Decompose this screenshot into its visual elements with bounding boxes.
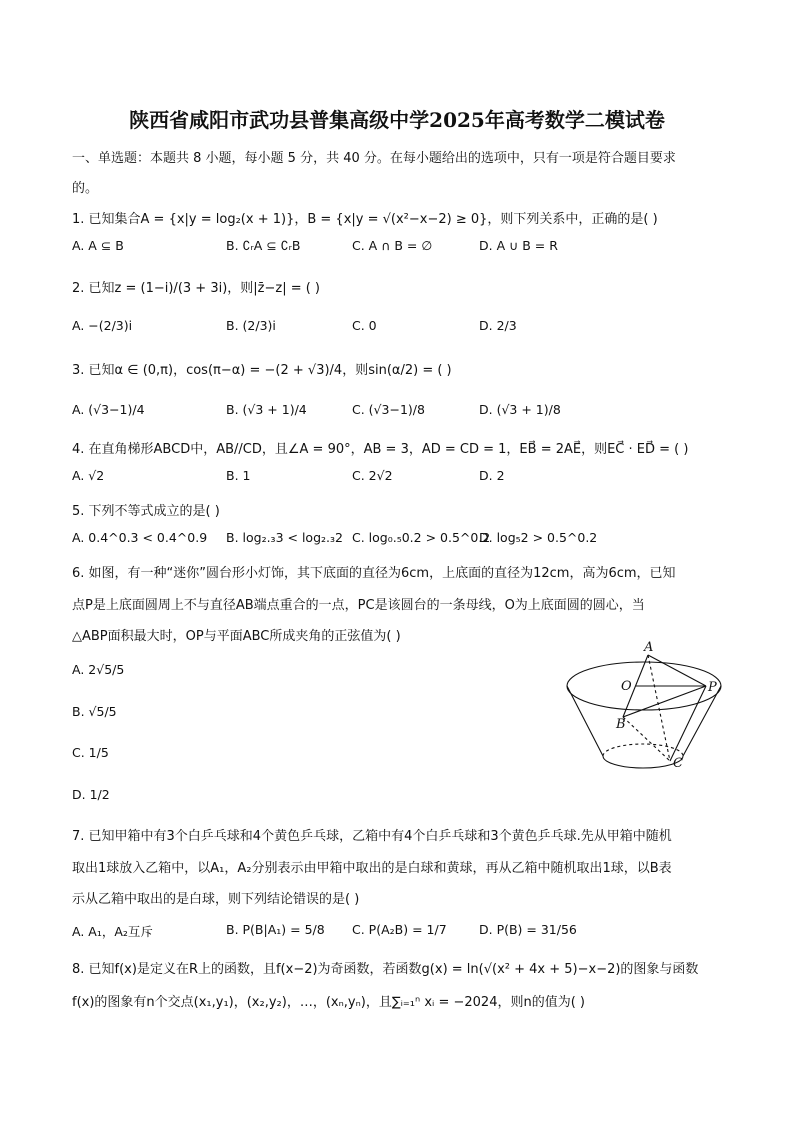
q2-option-a: A. −(2/3)i	[72, 318, 133, 333]
q2-option-c: C. 0	[352, 318, 377, 333]
q3-option-a: A. (√3−1)/4	[72, 402, 145, 417]
q5-option-d: D. log₅2 > 0.5^0.2	[479, 530, 598, 545]
q5-option-a: A. 0.4^0.3 < 0.4^0.9	[72, 530, 208, 545]
q3-option-c: C. (√3−1)/8	[352, 402, 425, 417]
q6-option-d: D. 1/2	[72, 787, 110, 802]
frustum-figure	[560, 636, 730, 778]
q7-option-d: D. P(B) = 31/56	[479, 922, 577, 937]
q4-option-a: A. √2	[72, 468, 105, 483]
q4-option-d: D. 2	[479, 468, 505, 483]
left-generatrix	[567, 686, 603, 756]
q5-option-c: C. log₀.₅0.2 > 0.5^0.2	[352, 530, 491, 545]
question-7-stem: 7. 已知甲箱中有3个白乒乓球和4个黄色乒乓球，乙箱中有4个白乒乓球和3个黄色乒乓球.先从甲箱中随机	[72, 829, 672, 844]
q6-option-a: A. 2√5/5	[72, 662, 125, 677]
page-title: 陕西省咸阳市武功县普集高级中学2025年高考数学二模试卷	[129, 108, 665, 132]
question-6-stem-line3: △ABP面积最大时，OP与平面ABC所成夹角的正弦值为( )	[72, 629, 401, 644]
label-p: P	[708, 680, 717, 695]
q7-option-c: C. P(A₂B) = 1/7	[352, 922, 447, 937]
q1-option-a: A. A ⊆ B	[72, 238, 124, 253]
segment-ac	[648, 655, 670, 761]
bottom-base-back-arc	[603, 744, 683, 756]
q6-option-b: B. √5/5	[72, 704, 117, 719]
question-6-stem-line2: 点P是上底面圆周上不与直径AB端点重合的一点，PC是该圆台的一条母线，O为上底面圆的圆心，当	[72, 598, 645, 613]
segment-bc	[623, 717, 670, 761]
q5-option-b: B. log₂.₃3 < log₂.₃2	[226, 530, 343, 545]
q3-option-b: B. (√3 + 1)/4	[226, 402, 307, 417]
label-b: B	[616, 717, 626, 732]
q3-option-d: D. (√3 + 1)/8	[479, 402, 561, 417]
q7-option-b: B. P(B|A₁) = 5/8	[226, 922, 325, 937]
question-1-stem: 1. 已知集合A = {x|y = log₂(x + 1)}，B = {x|y = √(x²−x−2) ≥ 0}，则下列关系中，正确的是( )	[72, 212, 658, 227]
question-2-stem: 2. 已知z = (1−i)/(3 + 3i)，则|z̄−z| = ( )	[72, 281, 321, 296]
question-5-stem: 5. 下列不等式成立的是( )	[72, 504, 220, 519]
question-7-stem-line2: 取出1球放入乙箱中，以A₁，A₂分别表示由甲箱中取出的是白球和黄球，再从乙箱中随机取出1球，以B表	[72, 861, 672, 876]
q1-option-b: B. ∁ᵣA ⊆ ∁ᵣB	[226, 238, 301, 253]
q7-option-a: A. A₁，A₂互斥	[72, 924, 153, 939]
q4-option-b: B. 1	[226, 468, 251, 483]
question-6-stem: 6. 如图，有一种“迷你”圆台形小灯饰，其下底面的直径为6cm，上底面的直径为12cm，高为6cm，已知	[72, 566, 676, 581]
section-heading-cont: 的。	[72, 181, 99, 196]
section-heading: 一、单选题：本题共 8 小题，每小题 5 分，共 40 分。在每小题给出的选项中，只有一项是符合题目要求	[72, 151, 676, 166]
q1-option-d: D. A ∪ B = R	[479, 238, 558, 253]
q2-option-d: D. 2/3	[479, 318, 517, 333]
q2-option-b: B. (2/3)i	[226, 318, 276, 333]
label-c: C	[673, 756, 683, 771]
q6-option-c: C. 1/5	[72, 745, 109, 760]
segment-ap	[648, 655, 706, 686]
question-8-stem-line2: f(x)的图象有n个交点(x₁,y₁)，(x₂,y₂)，…，(xₙ,yₙ)，且∑ᵢ₌₁ⁿ xᵢ = −2024，则n的值为( )	[72, 995, 585, 1010]
label-o: O	[621, 679, 632, 694]
question-8-stem: 8. 已知f(x)是定义在R上的函数，且f(x−2)为奇函数，若函数g(x) = ln(√(x² + 4x + 5)−x−2)的图象与函数	[72, 962, 699, 977]
q1-option-c: C. A ∩ B = ∅	[352, 238, 433, 253]
question-4-stem: 4. 在直角梯形ABCD中，AB//CD，且∠A = 90°，AB = 3，AD = CD = 1，EB⃗ = 2AE⃗，则EC⃗ · ED⃗ = ( )	[72, 442, 689, 457]
question-7-stem-line3: 示从乙箱中取出的是白球，则下列结论错误的是( )	[72, 892, 360, 907]
label-a: A	[644, 640, 654, 655]
q4-option-c: C. 2√2	[352, 468, 393, 483]
question-3-stem: 3. 已知α ∈ (0,π)，cos(π−α) = −(2 + √3)/4，则sin(α/2) = ( )	[72, 363, 452, 378]
